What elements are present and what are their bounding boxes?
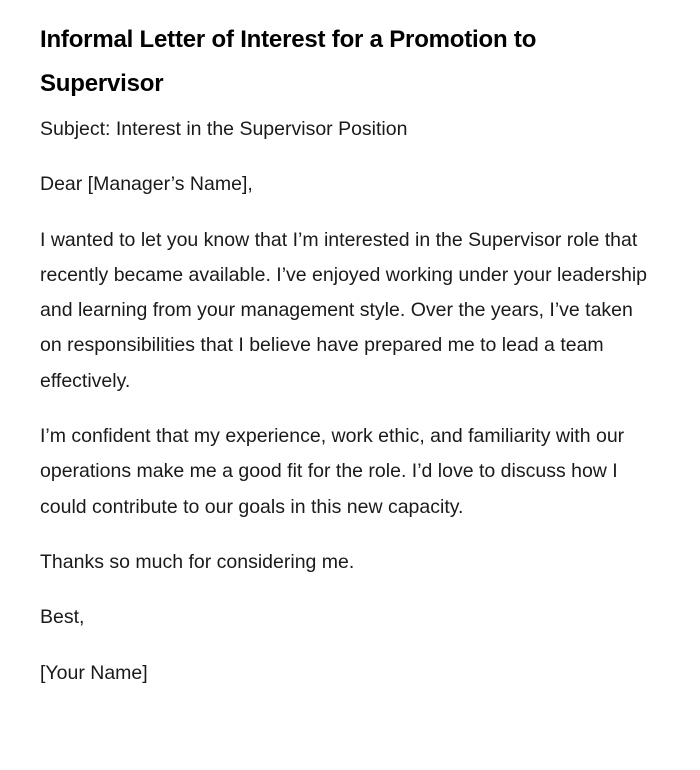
letter-body-paragraph-2: I’m confident that my experience, work ethic, and familiarity with our operations make me a good fit for the role. I’d love to discuss how I could contribute to our goals in this new capacity. — [40, 425, 625, 518]
letter-subject: Subject: Interest in the Supervisor Position — [40, 118, 408, 140]
letter-body-paragraph-1: I wanted to let you know that I’m interested in the Supervisor role that recently became available. I’ve enjoyed working under your leadership and learning from your management style. Over the years, I’ve taken on responsibilities that I believe have prepared me to lead a team effectively. — [40, 228, 648, 392]
letter-body-paragraph-3: Thanks so much for considering me. — [40, 550, 355, 573]
letter-salutation: Dear [Manager’s Name], — [40, 173, 253, 196]
letter-closing: Best, — [40, 606, 85, 629]
letter-document — [40, 18, 650, 711]
letter-signature: [Your Name] — [40, 661, 148, 684]
letter-title: Informal Letter of Interest for a Promotion to Supervisor — [40, 26, 537, 97]
